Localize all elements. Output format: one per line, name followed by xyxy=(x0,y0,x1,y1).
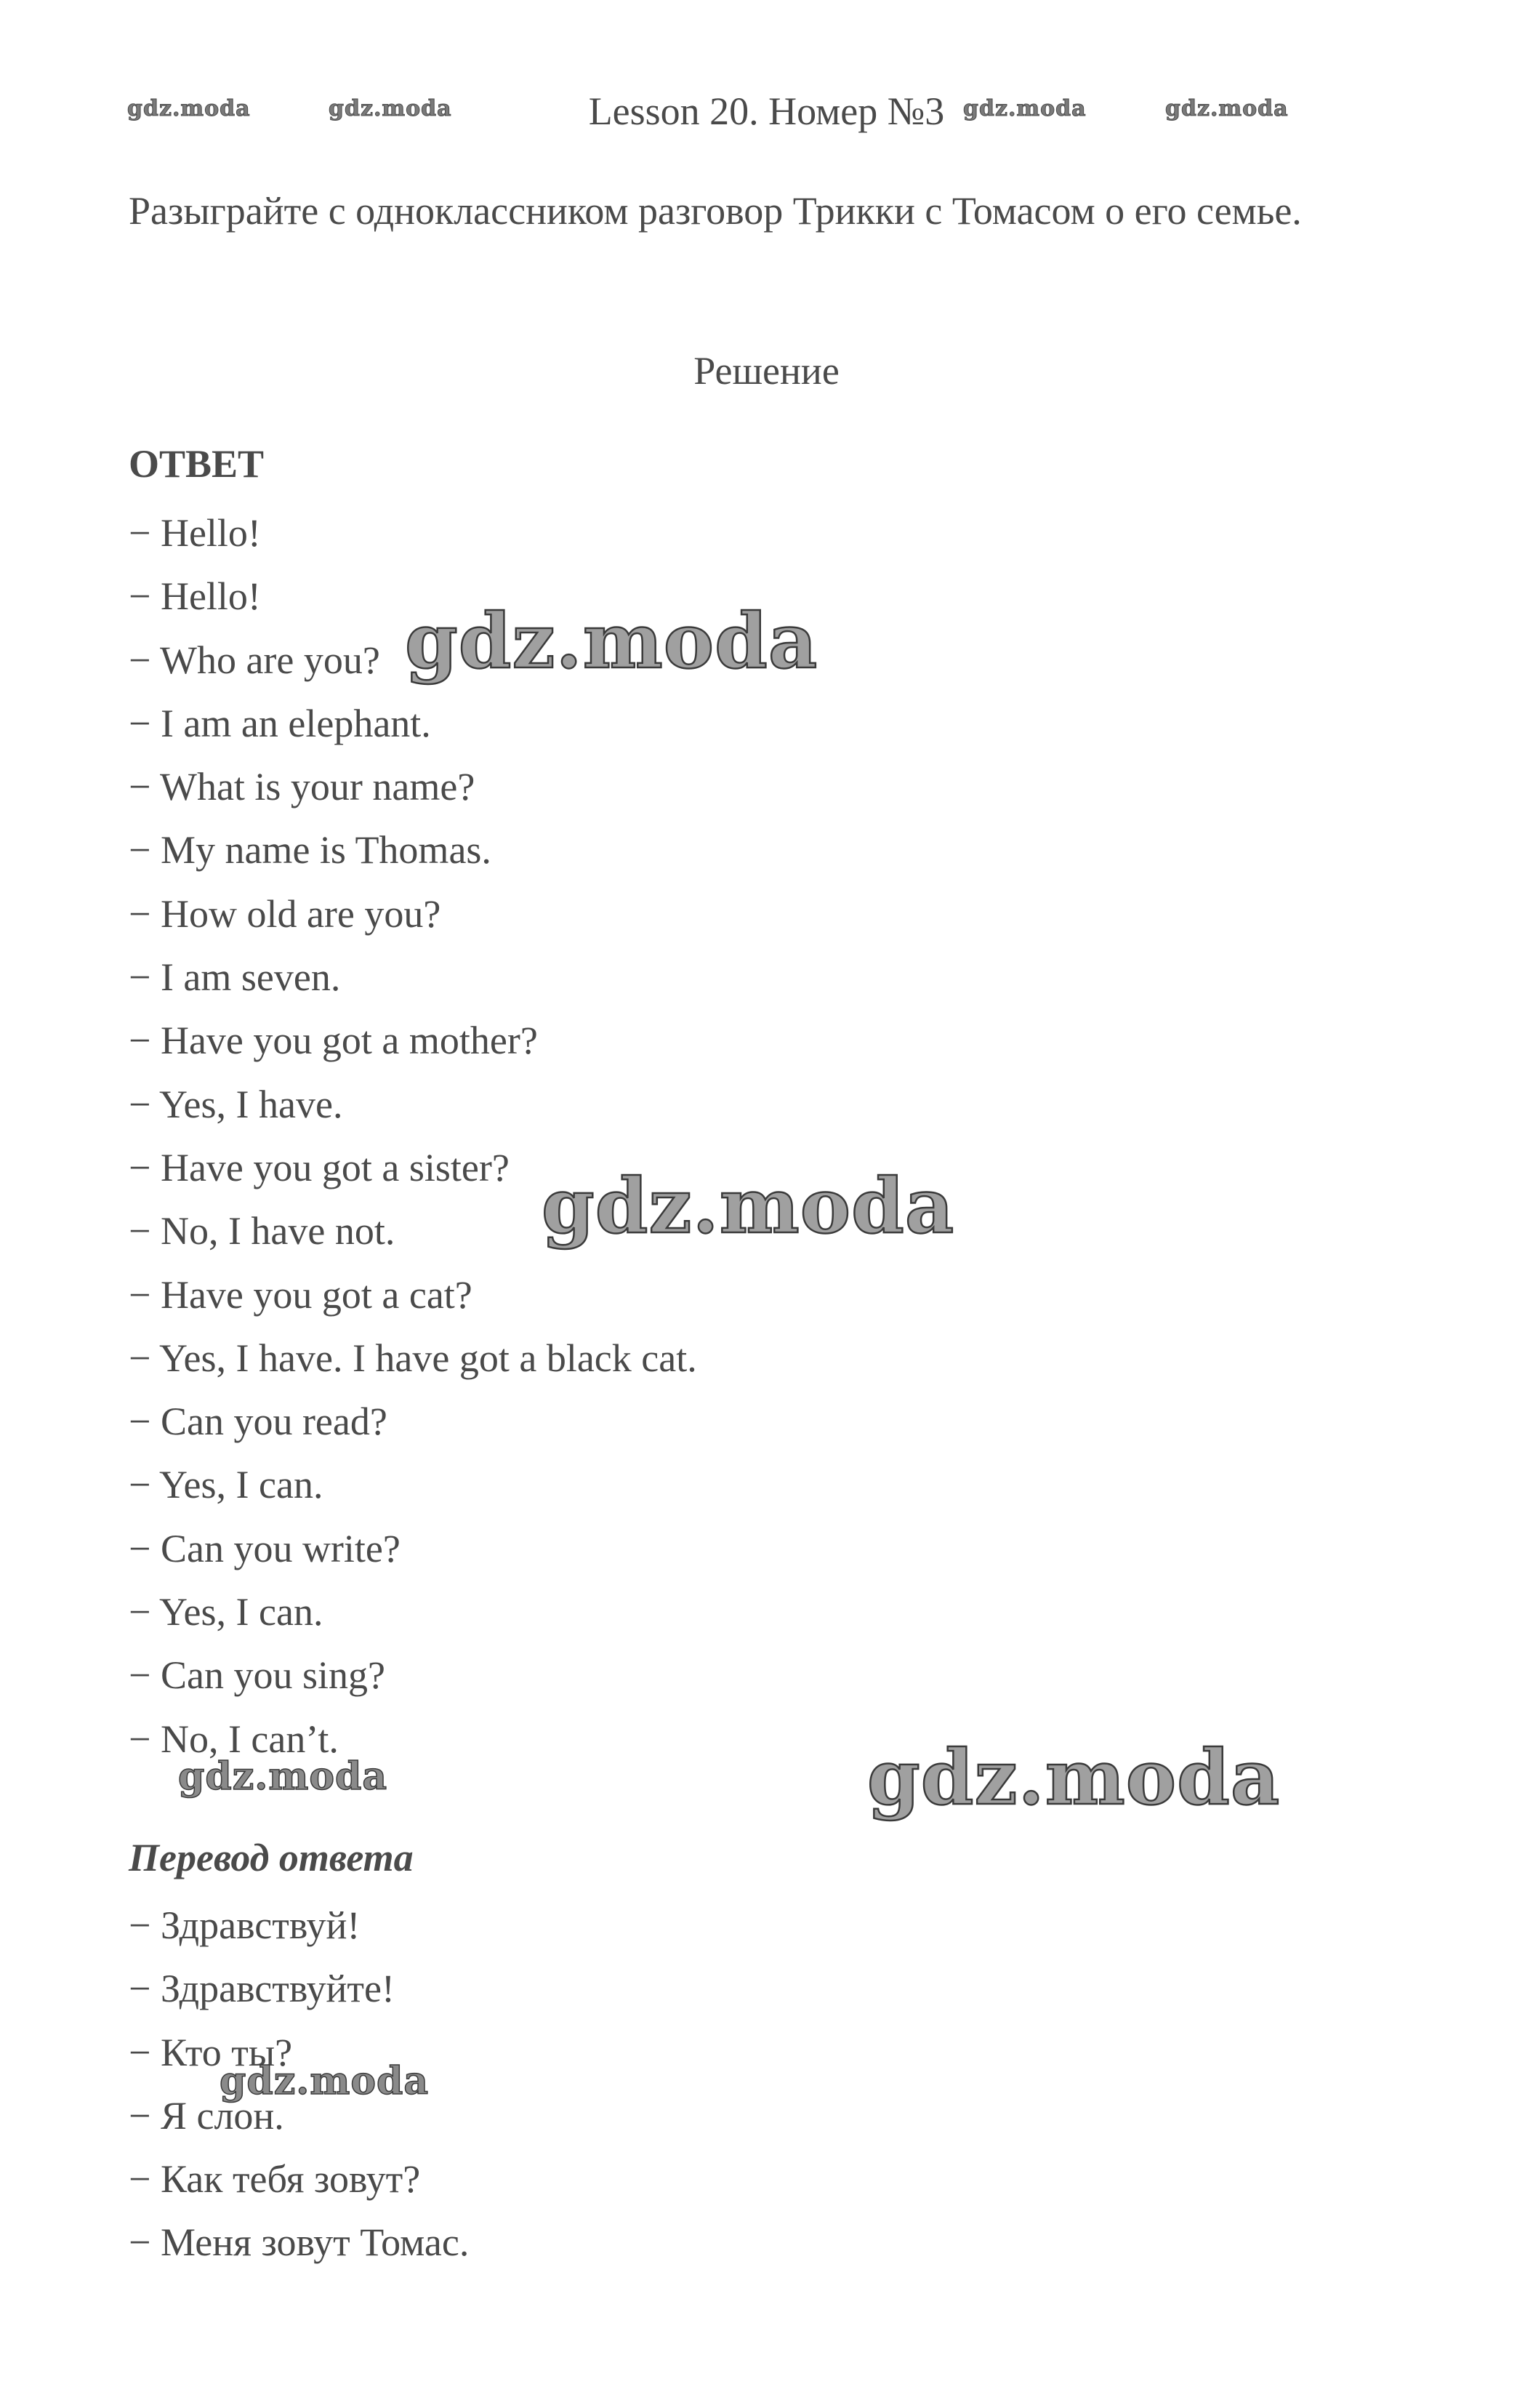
dialogue-line: − How old are you? xyxy=(129,891,441,936)
dialogue-line: − Can you sing? xyxy=(129,1653,385,1698)
dialogue-line: − What is your name? xyxy=(129,765,475,809)
watermark: gdz.moda xyxy=(867,1733,1281,1822)
translation-line: − Как тебя зовут? xyxy=(129,2157,421,2202)
translation-line: − Меня зовут Томас. xyxy=(129,2220,470,2265)
watermark: gdz.moda xyxy=(178,1754,388,1799)
answer-dialogue-list xyxy=(129,502,697,1771)
dialogue-line: − I am an elephant. xyxy=(129,701,431,745)
translation-line: − Здравствуй! xyxy=(129,1903,361,1947)
watermark: gdz.moda xyxy=(542,1161,955,1251)
dialogue-line: − Yes, I have. I have got a black cat. xyxy=(129,1336,697,1380)
translation-line: − Здравствуйте! xyxy=(129,1967,395,2011)
watermark: gdz.moda xyxy=(329,96,452,121)
translation-dialogue-list xyxy=(129,1894,469,2275)
watermark: gdz.moda xyxy=(1165,96,1289,121)
solution-heading: Решение xyxy=(693,349,840,393)
dialogue-line: − Who are you? xyxy=(129,638,380,682)
dialogue-line: − Have you got a cat? xyxy=(129,1272,472,1317)
dialogue-line: − Yes, I can. xyxy=(129,1590,323,1634)
dialogue-line: − Hello! xyxy=(129,574,261,619)
dialogue-line: − Have you got a sister? xyxy=(129,1145,510,1189)
dialogue-line: − Yes, I have. xyxy=(129,1082,343,1126)
watermark: gdz.moda xyxy=(127,96,251,121)
dialogue-line: − Yes, I can. xyxy=(129,1463,323,1507)
task-text: Разыграйте с одноклассником разговор Трикки с Томасом о его семье. xyxy=(129,189,1302,233)
watermark: gdz.moda xyxy=(963,96,1087,121)
translation-line: − Кто ты? xyxy=(129,2030,293,2074)
watermark: gdz.moda xyxy=(405,596,818,686)
dialogue-line: − Hello! xyxy=(129,511,261,555)
page-title: Lesson 20. Номер №3 xyxy=(588,89,945,133)
dialogue-line: − Can you write? xyxy=(129,1526,401,1570)
dialogue-line: − No, I have not. xyxy=(129,1209,395,1253)
translation-heading: Перевод ответа xyxy=(129,1836,414,1879)
dialogue-line: − I am seven. xyxy=(129,955,341,1000)
watermark: gdz.moda xyxy=(220,2059,430,2103)
translation-line: − Я слон. xyxy=(129,2093,284,2138)
dialogue-line: − Have you got a mother? xyxy=(129,1019,538,1063)
dialogue-line: − No, I can’t. xyxy=(129,1717,339,1761)
dialogue-line: − My name is Thomas. xyxy=(129,828,491,872)
dialogue-line: − Can you read? xyxy=(129,1400,387,1444)
answer-heading: ОТВЕТ xyxy=(129,442,265,486)
